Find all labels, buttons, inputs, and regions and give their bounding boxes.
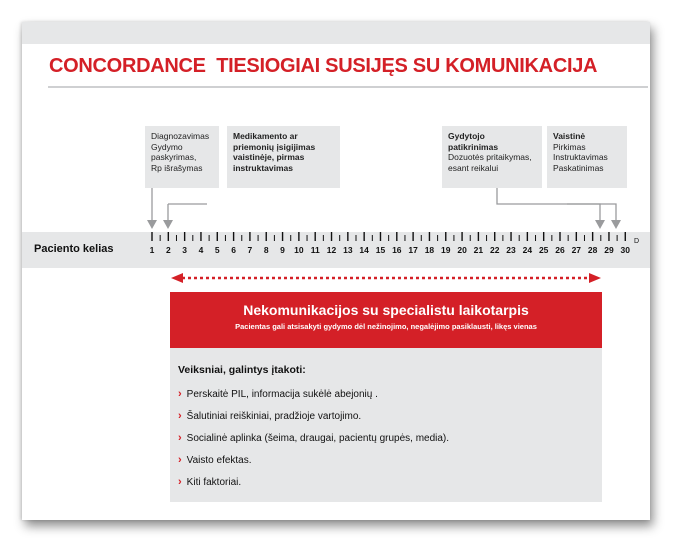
- callout-line: patikrinimas: [448, 141, 499, 152]
- connector-day2: [168, 204, 207, 222]
- slide-title: CONCORDANCE TIESIOGIAI SUSIJĘS SU KOMUNIKACIJA: [49, 55, 598, 77]
- chevron-right-icon: ›: [178, 476, 182, 488]
- day-label-13: 13: [343, 245, 353, 255]
- day-label-2: 2: [165, 245, 171, 255]
- day-label-4: 4: [198, 245, 204, 255]
- day-label-6: 6: [231, 245, 236, 255]
- factor-text: Perskaitė PIL, informacija sukėlė abejonių .: [186, 389, 378, 400]
- chevron-right-icon: ›: [178, 410, 182, 422]
- day-label-17: 17: [408, 245, 418, 255]
- factor-item: [178, 410, 361, 422]
- factor-text: Šalutiniai reiškiniai, pradžioje vartojimo.: [186, 411, 362, 422]
- period-span-arrow: [171, 273, 601, 283]
- span-arrow-right: [589, 273, 601, 283]
- callout-line: Medikamento ar: [233, 131, 298, 141]
- connector-day30: [567, 204, 616, 222]
- callout-line: Pirkimas: [553, 141, 586, 152]
- day-label-8: 8: [263, 245, 269, 255]
- day-label-11: 11: [310, 245, 320, 255]
- period-subtitle: Pacientas gali atsisakyti gydymo dėl nežinojimo, negalėjimo pasiklausti, likęs vienas: [235, 322, 537, 331]
- callout-line: esant reikalui: [448, 162, 499, 173]
- factors-title: Veiksniai, galintys įtakoti:: [178, 364, 306, 376]
- chevron-right-icon: ›: [178, 388, 182, 400]
- chevron-right-icon: ›: [178, 432, 182, 444]
- day-label-23: 23: [506, 245, 516, 255]
- factor-item: [178, 476, 241, 488]
- callout-line: instruktavimas: [233, 162, 293, 173]
- slide: [22, 22, 650, 520]
- arrowhead-day1: [147, 220, 157, 229]
- callout-line: Instruktavimas: [553, 152, 608, 162]
- day-label-20: 20: [457, 245, 467, 255]
- factor-item: [178, 432, 449, 444]
- day-label-24: 24: [522, 245, 533, 255]
- callout-line: paskyrimas,: [151, 152, 197, 162]
- callout-line: priemonių įsigijimas: [233, 141, 316, 152]
- callout-line: vaistinėje, pirmas: [233, 152, 305, 162]
- day-label-19: 19: [441, 245, 451, 255]
- day-label-26: 26: [555, 245, 565, 255]
- callout-line: Paskatinimas: [553, 162, 604, 173]
- connector-arrowheads: [147, 220, 621, 229]
- day-label-1: 1: [149, 245, 155, 255]
- timeline-ticks: [152, 232, 625, 241]
- day-label-14: 14: [359, 245, 369, 255]
- day-label-30: 30: [620, 245, 630, 255]
- day-label-25: 25: [538, 245, 549, 255]
- day-label-15: 15: [375, 245, 386, 255]
- day-label-12: 12: [326, 245, 337, 255]
- factor-text: Socialinė aplinka (šeima, draugai, pacientų grupės, media).: [186, 433, 450, 444]
- day-label-5: 5: [214, 245, 220, 255]
- period-header: [170, 292, 602, 348]
- factor-text: Vaisto efektas.: [186, 455, 252, 466]
- callout-line: Dozuotės pritaikymas,: [448, 152, 532, 162]
- patient-path-label: Paciento kelias: [34, 243, 114, 255]
- day-label-3: 3: [182, 245, 187, 255]
- callout-line: Diagnozavimas: [151, 131, 210, 141]
- arrowhead-day29: [595, 220, 605, 229]
- day-label-7: 7: [247, 245, 253, 255]
- day-unit-label: D: [634, 238, 640, 245]
- factor-text: Kiti faktoriai.: [186, 477, 242, 488]
- period-title: Nekomunikacijos su specialistu laikotarpis: [243, 302, 529, 318]
- callout-line: Rp išrašymas: [151, 162, 203, 173]
- day-label-22: 22: [489, 245, 500, 255]
- day-label-10: 10: [294, 245, 304, 255]
- day-label-16: 16: [392, 245, 402, 255]
- day-label-21: 21: [473, 245, 484, 255]
- day-label-28: 28: [587, 245, 598, 255]
- callout-connectors: [152, 188, 616, 222]
- callout-line: Gydymo: [151, 141, 183, 152]
- day-label-9: 9: [280, 245, 285, 255]
- day-label-29: 29: [604, 245, 614, 255]
- connector-day29: [497, 188, 600, 222]
- arrowhead-day30: [611, 220, 621, 229]
- factor-item: [178, 388, 378, 400]
- day-label-27: 27: [571, 245, 582, 255]
- factor-item: [178, 454, 252, 466]
- callout-line: Vaistinė: [553, 131, 586, 141]
- callout-line: Gydytojo: [448, 131, 485, 141]
- span-arrow-left: [171, 273, 183, 283]
- chevron-right-icon: ›: [178, 454, 182, 466]
- arrowhead-day2: [163, 220, 173, 229]
- day-label-18: 18: [424, 245, 435, 255]
